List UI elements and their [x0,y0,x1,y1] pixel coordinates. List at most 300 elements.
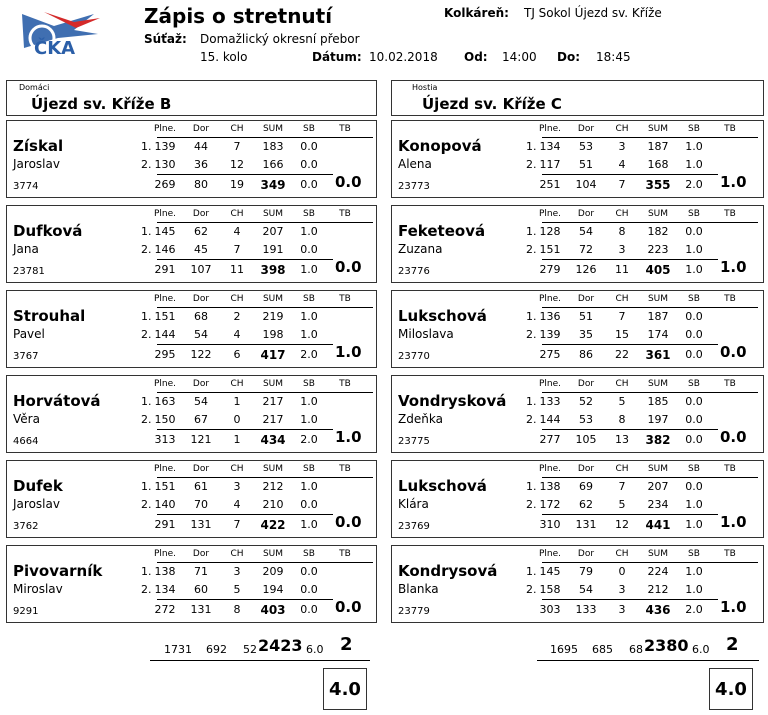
home-total-sb: 6.0 [306,643,324,656]
round-ch: 7 [233,243,241,256]
away-team-box [391,80,764,116]
do-value: 18:45 [596,50,631,64]
player-tb: 0.0 [335,513,362,531]
round-plne: 134 [539,140,561,153]
total-ch: 1 [233,433,241,446]
total-sum: 361 [645,348,671,362]
round-ch: 8 [618,225,626,238]
round-dor: 61 [194,480,208,493]
away-player-card [391,460,764,538]
round-plne: 151 [154,480,176,493]
round-dor: 44 [194,140,208,153]
round-ch: 7 [233,140,241,153]
round-dor: 68 [194,310,208,323]
col-header-plne: Plne. [153,124,177,134]
player-id: 3774 [13,181,39,192]
col-header-tb: TB [339,549,351,559]
total-dor: 121 [190,433,212,446]
player-id: 23781 [13,266,45,277]
round-plne: 140 [154,498,176,511]
kolkaren-label: Kolkáreň: [444,6,509,20]
col-header-sum: SUM [647,549,669,559]
col-header-sb: SB [688,209,700,219]
round-number: 1. [526,565,537,578]
round-number: 2. [141,583,152,596]
total-dor: 131 [575,518,597,531]
round-ch: 7 [618,310,626,323]
total-dor: 107 [190,263,212,276]
player-surname: Lukschová [398,307,487,325]
svg-text:ČKA: ČKA [34,38,76,58]
subtotal-line [542,429,718,430]
away-final-score: 4.0 [709,668,753,710]
round-number: 1. [141,565,152,578]
player-tb: 0.0 [335,598,362,616]
round-plne: 138 [154,565,176,578]
round-sum: 219 [262,310,284,323]
header-line [542,477,758,478]
round-dor: 69 [579,480,593,493]
round-number: 1. [526,395,537,408]
home-player-card [6,545,377,623]
round-number: 2. [141,328,152,341]
round-sum: 198 [262,328,284,341]
header-line [157,392,373,393]
header-line [542,137,758,138]
away-total-tb: 2 [726,634,739,655]
col-header-ch: CH [230,294,244,304]
col-header-sb: SB [303,549,315,559]
round-number: 2. [526,158,537,171]
round-sb: 1.0 [685,498,703,511]
col-header-sb: SB [688,124,700,134]
col-header-plne: Plne. [538,549,562,559]
round-dor: 62 [194,225,208,238]
round-sum: 191 [262,243,284,256]
total-dor: 126 [575,263,597,276]
header-line [157,137,373,138]
round-sb: 1.0 [300,413,318,426]
round-plne: 130 [154,158,176,171]
round-sb: 1.0 [685,583,703,596]
away-player-card [391,290,764,368]
round-sb: 0.0 [685,310,703,323]
round-sb: 0.0 [685,328,703,341]
home-player-card [6,205,377,283]
player-surname: Vondrysková [398,392,507,410]
round-plne: 138 [539,480,561,493]
col-header-plne: Plne. [153,209,177,219]
total-sb: 2.0 [300,348,318,361]
round-dor: 79 [579,565,593,578]
round-number: 2. [141,413,152,426]
home-total-tb: 2 [340,634,353,655]
col-header-sum: SUM [647,209,669,219]
total-ch: 7 [233,518,241,531]
col-header-sum: SUM [262,549,284,559]
round-sb: 0.0 [300,565,318,578]
round-ch: 4 [233,328,241,341]
round-plne: 128 [539,225,561,238]
round-plne: 146 [154,243,176,256]
round-dor: 35 [579,328,593,341]
col-header-ch: CH [230,549,244,559]
total-dor: 133 [575,603,597,616]
total-plne: 291 [154,518,176,531]
col-header-dor: Dor [192,379,210,389]
total-plne: 277 [539,433,561,446]
col-header-dor: Dor [192,124,210,134]
round-number: 2. [526,498,537,511]
total-dor: 86 [579,348,593,361]
total-sum: 382 [645,433,671,447]
round-plne: 150 [154,413,176,426]
round-ch: 3 [233,480,241,493]
do-label: Do: [557,50,581,64]
total-plne: 291 [154,263,176,276]
home-player-card [6,375,377,453]
total-sum: 441 [645,518,671,532]
subtotal-line [157,599,333,600]
player-firstname: Klára [398,497,429,511]
round-dor: 53 [579,413,593,426]
col-header-tb: TB [724,464,736,474]
round-sb: 1.0 [300,480,318,493]
round-number: 1. [526,225,537,238]
total-dor: 104 [575,178,597,191]
col-header-dor: Dor [577,294,595,304]
col-header-dor: Dor [192,294,210,304]
player-surname: Dufková [13,222,83,240]
total-ch: 6 [233,348,241,361]
col-header-sum: SUM [647,379,669,389]
round-sb: 0.0 [685,413,703,426]
round-plne: 144 [154,328,176,341]
subtotal-line [157,429,333,430]
total-sum: 405 [645,263,671,277]
col-header-ch: CH [615,124,629,134]
total-plne: 269 [154,178,176,191]
total-ch: 11 [615,263,629,276]
total-sb: 2.0 [685,603,703,616]
round-number: 1. [526,310,537,323]
col-header-dor: Dor [192,209,210,219]
round-ch: 15 [615,328,629,341]
round-number: 1. [526,140,537,153]
col-header-sum: SUM [262,379,284,389]
col-header-tb: TB [724,124,736,134]
total-ch: 12 [615,518,629,531]
player-id: 3762 [13,521,39,532]
player-tb: 0.0 [720,428,747,446]
player-surname: Konopová [398,137,482,155]
col-header-ch: CH [615,379,629,389]
player-firstname: Alena [398,157,432,171]
away-team-label: Hostia [412,83,438,92]
home-total-sum: 2423 [258,636,303,655]
total-sb: 1.0 [300,518,318,531]
player-id: 23773 [398,181,430,192]
round-sum: 209 [262,565,284,578]
round-sb: 1.0 [685,158,703,171]
player-id: 3767 [13,351,39,362]
header-line [157,477,373,478]
total-dor: 105 [575,433,597,446]
col-header-sum: SUM [262,124,284,134]
od-label: Od: [464,50,488,64]
round-sum: 210 [262,498,284,511]
round-dor: 51 [579,310,593,323]
col-header-ch: CH [615,464,629,474]
subtotal-line [157,174,333,175]
round-sum: 185 [647,395,669,408]
header-line [542,307,758,308]
total-dor: 131 [190,603,212,616]
player-tb: 0.0 [335,258,362,276]
header-line [542,392,758,393]
round-sum: 207 [262,225,284,238]
away-player-card [391,375,764,453]
total-dor: 131 [190,518,212,531]
round-sum: 187 [647,310,669,323]
player-tb: 0.0 [720,343,747,361]
round-ch: 1 [233,395,241,408]
round-ch: 3 [618,583,626,596]
home-final-score: 4.0 [323,668,367,710]
total-ch: 11 [230,263,244,276]
header-line [157,307,373,308]
col-header-sum: SUM [647,464,669,474]
sutaz-label: Súťaž: [144,32,187,46]
away-total-ch: 68 [629,643,643,656]
total-sb: 1.0 [685,518,703,531]
home-total-dor: 692 [206,643,227,656]
total-dor: 80 [194,178,208,191]
total-plne: 310 [539,518,561,531]
round-plne: 151 [154,310,176,323]
total-sb: 0.0 [685,348,703,361]
total-ch: 13 [615,433,629,446]
round-sb: 0.0 [685,225,703,238]
round-dor: 62 [579,498,593,511]
round-sum: 224 [647,565,669,578]
round-dor: 52 [579,395,593,408]
round-ch: 4 [233,225,241,238]
col-header-sb: SB [303,379,315,389]
total-plne: 272 [154,603,176,616]
total-sb: 0.0 [300,603,318,616]
round-plne: 136 [539,310,561,323]
subtotal-line [542,259,718,260]
col-header-sb: SB [688,294,700,304]
col-header-ch: CH [230,209,244,219]
col-header-sb: SB [303,124,315,134]
total-dor: 122 [190,348,212,361]
home-player-card [6,290,377,368]
home-player-card [6,120,377,198]
player-surname: Získal [13,137,64,155]
player-firstname: Jana [13,242,39,256]
player-id: 23779 [398,606,430,617]
round-ch: 4 [618,158,626,171]
total-plne: 295 [154,348,176,361]
col-header-plne: Plne. [538,124,562,134]
home-team-box [6,80,377,116]
round-number: 1. [141,225,152,238]
col-header-plne: Plne. [538,209,562,219]
player-firstname: Jaroslav [13,157,60,171]
home-total-plne: 1731 [164,643,192,656]
cka-logo [14,8,102,58]
round-number: 2. [141,243,152,256]
player-surname: Strouhal [13,307,86,325]
total-sum: 398 [260,263,286,277]
round-plne: 145 [154,225,176,238]
col-header-plne: Plne. [153,379,177,389]
round-plne: 145 [539,565,561,578]
round-sum: 194 [262,583,284,596]
player-tb: 1.0 [720,598,747,616]
player-tb: 1.0 [720,258,747,276]
home-team-label: Domáci [19,83,50,92]
col-header-tb: TB [339,464,351,474]
subtotal-line [157,259,333,260]
away-player-card [391,205,764,283]
round-ch: 3 [233,565,241,578]
datum-label: Dátum: [312,50,362,64]
round-dor: 36 [194,158,208,171]
subtotal-line [157,514,333,515]
total-plne: 303 [539,603,561,616]
player-id: 23775 [398,436,430,447]
total-ch: 22 [615,348,629,361]
col-header-ch: CH [230,379,244,389]
round-plne: 144 [539,413,561,426]
col-header-sum: SUM [647,124,669,134]
round-ch: 8 [618,413,626,426]
round-sum: 174 [647,328,669,341]
col-header-sum: SUM [262,294,284,304]
col-header-ch: CH [230,124,244,134]
round-plne: 133 [539,395,561,408]
col-header-sb: SB [688,549,700,559]
home-player-card [6,460,377,538]
round-dor: 67 [194,413,208,426]
away-totals-line [537,660,759,661]
round-sb: 0.0 [300,243,318,256]
round-label: 15. kolo [200,50,248,64]
player-firstname: Zdeňka [398,412,443,426]
col-header-dor: Dor [577,209,595,219]
player-tb: 1.0 [720,513,747,531]
col-header-plne: Plne. [153,549,177,559]
total-sum: 403 [260,603,286,617]
subtotal-line [542,514,718,515]
total-ch: 8 [233,603,241,616]
header-line [157,222,373,223]
player-firstname: Zuzana [398,242,443,256]
col-header-dor: Dor [577,124,595,134]
round-sb: 1.0 [685,140,703,153]
total-sb: 2.0 [300,433,318,446]
round-plne: 134 [154,583,176,596]
player-surname: Feketeová [398,222,486,240]
away-total-dor: 685 [592,643,613,656]
player-surname: Horvátová [13,392,101,410]
round-plne: 163 [154,395,176,408]
col-header-sum: SUM [262,464,284,474]
col-header-dor: Dor [577,549,595,559]
round-number: 2. [526,583,537,596]
total-sum: 434 [260,433,286,447]
player-firstname: Miloslava [398,327,454,341]
col-header-tb: TB [339,379,351,389]
col-header-ch: CH [615,209,629,219]
col-header-plne: Plne. [538,379,562,389]
col-header-tb: TB [724,549,736,559]
col-header-sum: SUM [262,209,284,219]
col-header-plne: Plne. [153,294,177,304]
col-header-tb: TB [724,209,736,219]
round-sum: 217 [262,413,284,426]
col-header-plne: Plne. [153,464,177,474]
home-team-name: Újezd sv. Kříže B [31,95,172,113]
away-team-name: Újezd sv. Kříže C [422,95,562,113]
away-total-sum: 2380 [644,636,689,655]
away-total-sb: 6.0 [692,643,710,656]
round-ch: 0 [618,565,626,578]
col-header-tb: TB [339,124,351,134]
col-header-sb: SB [688,379,700,389]
total-sb: 0.0 [300,178,318,191]
player-firstname: Miroslav [13,582,63,596]
round-sb: 1.0 [300,225,318,238]
player-surname: Pivovarník [13,562,103,580]
round-sb: 0.0 [300,583,318,596]
round-number: 2. [526,243,537,256]
round-ch: 4 [233,498,241,511]
player-tb: 0.0 [335,173,362,191]
col-header-tb: TB [339,209,351,219]
subtotal-line [542,174,718,175]
round-sum: 197 [647,413,669,426]
round-ch: 12 [230,158,244,171]
header-line [542,562,758,563]
round-ch: 5 [618,498,626,511]
col-header-sb: SB [688,464,700,474]
col-header-sb: SB [303,294,315,304]
round-dor: 45 [194,243,208,256]
round-number: 1. [141,480,152,493]
round-dor: 70 [194,498,208,511]
round-dor: 54 [579,225,593,238]
col-header-ch: CH [615,294,629,304]
round-sum: 166 [262,158,284,171]
col-header-sum: SUM [647,294,669,304]
round-dor: 71 [194,565,208,578]
total-plne: 279 [539,263,561,276]
round-number: 2. [141,498,152,511]
round-sb: 0.0 [685,395,703,408]
round-dor: 53 [579,140,593,153]
round-sum: 183 [262,140,284,153]
total-ch: 19 [230,178,244,191]
col-header-dor: Dor [192,464,210,474]
round-number: 1. [141,310,152,323]
round-plne: 117 [539,158,561,171]
round-sum: 234 [647,498,669,511]
total-ch: 3 [618,603,626,616]
